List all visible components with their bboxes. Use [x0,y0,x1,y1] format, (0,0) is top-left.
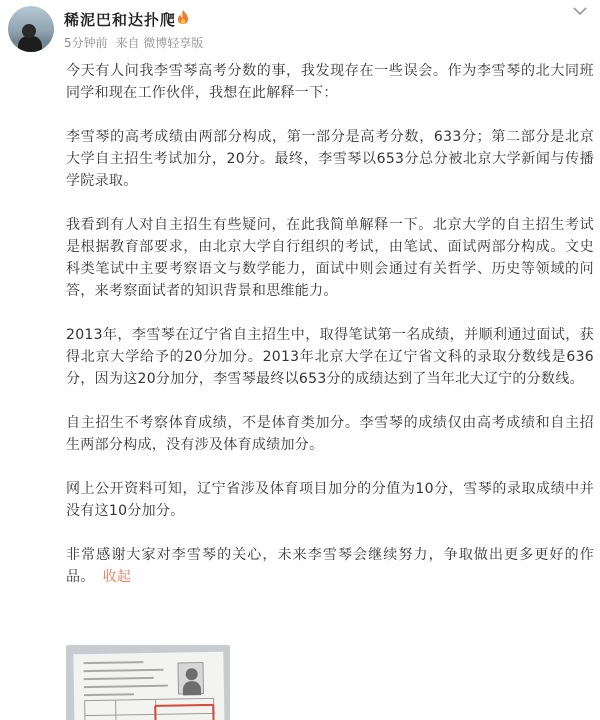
post-paragraph-text: 非常感谢大家对李雪琴的关心，未来李雪琴会继续努力，争取做出更多更好的作品。 [66,547,594,585]
chevron-down-icon[interactable] [572,6,588,16]
post-meta [64,34,207,51]
post-source[interactable]: 来自 微博轻享版 [115,36,204,50]
post-content [66,60,594,588]
avatar[interactable] [8,6,54,52]
post-paragraph: 2013年，李雪琴在辽宁省自主招生中，取得笔试第一名成绩，并顺利通过面试，获得北京大学给予的20分加分。2013年北京大学在辽宁省文科的录取分数线是636分，因为这20分加分，李雪琴最终以653分的成绩达到了当年北大辽宁的分数线。 [66,327,594,387]
attached-image[interactable] [66,645,230,720]
post-time: 5分钟前 [64,36,108,50]
post-paragraph-last [66,544,594,588]
post-paragraph: 李雪琴的高考成绩由两部分构成，第一部分是高考分数，633分；第二部分是北京大学自主招生考试加分，20分。最终，李雪琴以653分总分被北京大学新闻与传播学院录取。 [66,129,594,189]
post-paragraph: 网上公开资料可知，辽宁省涉及体育项目加分的分值为10分，雪琴的录取成绩中并没有这10分加分。 [66,481,594,519]
post-paragraph: 今天有人问我李雪琴高考分数的事，我发现存在一些误会。作为李雪琴的北大同班同学和现在工作伙伴，我想在此解释一下： [66,63,594,101]
author-name[interactable]: 稀泥巴和达扑爬 [64,11,177,29]
document-photo [73,652,224,720]
fire-badge-icon [176,9,190,25]
post-paragraph: 自主招生不考察体育成绩，不是体育类加分。李雪琴的成绩仅由高考成绩和自主招生两部分构成，没有涉及体育成绩加分。 [66,415,594,453]
post-paragraph: 我看到有人对自主招生有些疑问，在此我简单解释一下。北京大学的自主招生考试是根据教育部要求，由北京大学自行组织的考试，由笔试、面试两部分构成。文史科类笔试中主要考察语文与数学能力，面试中则会通过有关哲学、历史等领域的问答，来考察面试者的知识背景和思维能力。 [66,217,594,299]
collapse-link[interactable]: 收起 [102,569,132,585]
